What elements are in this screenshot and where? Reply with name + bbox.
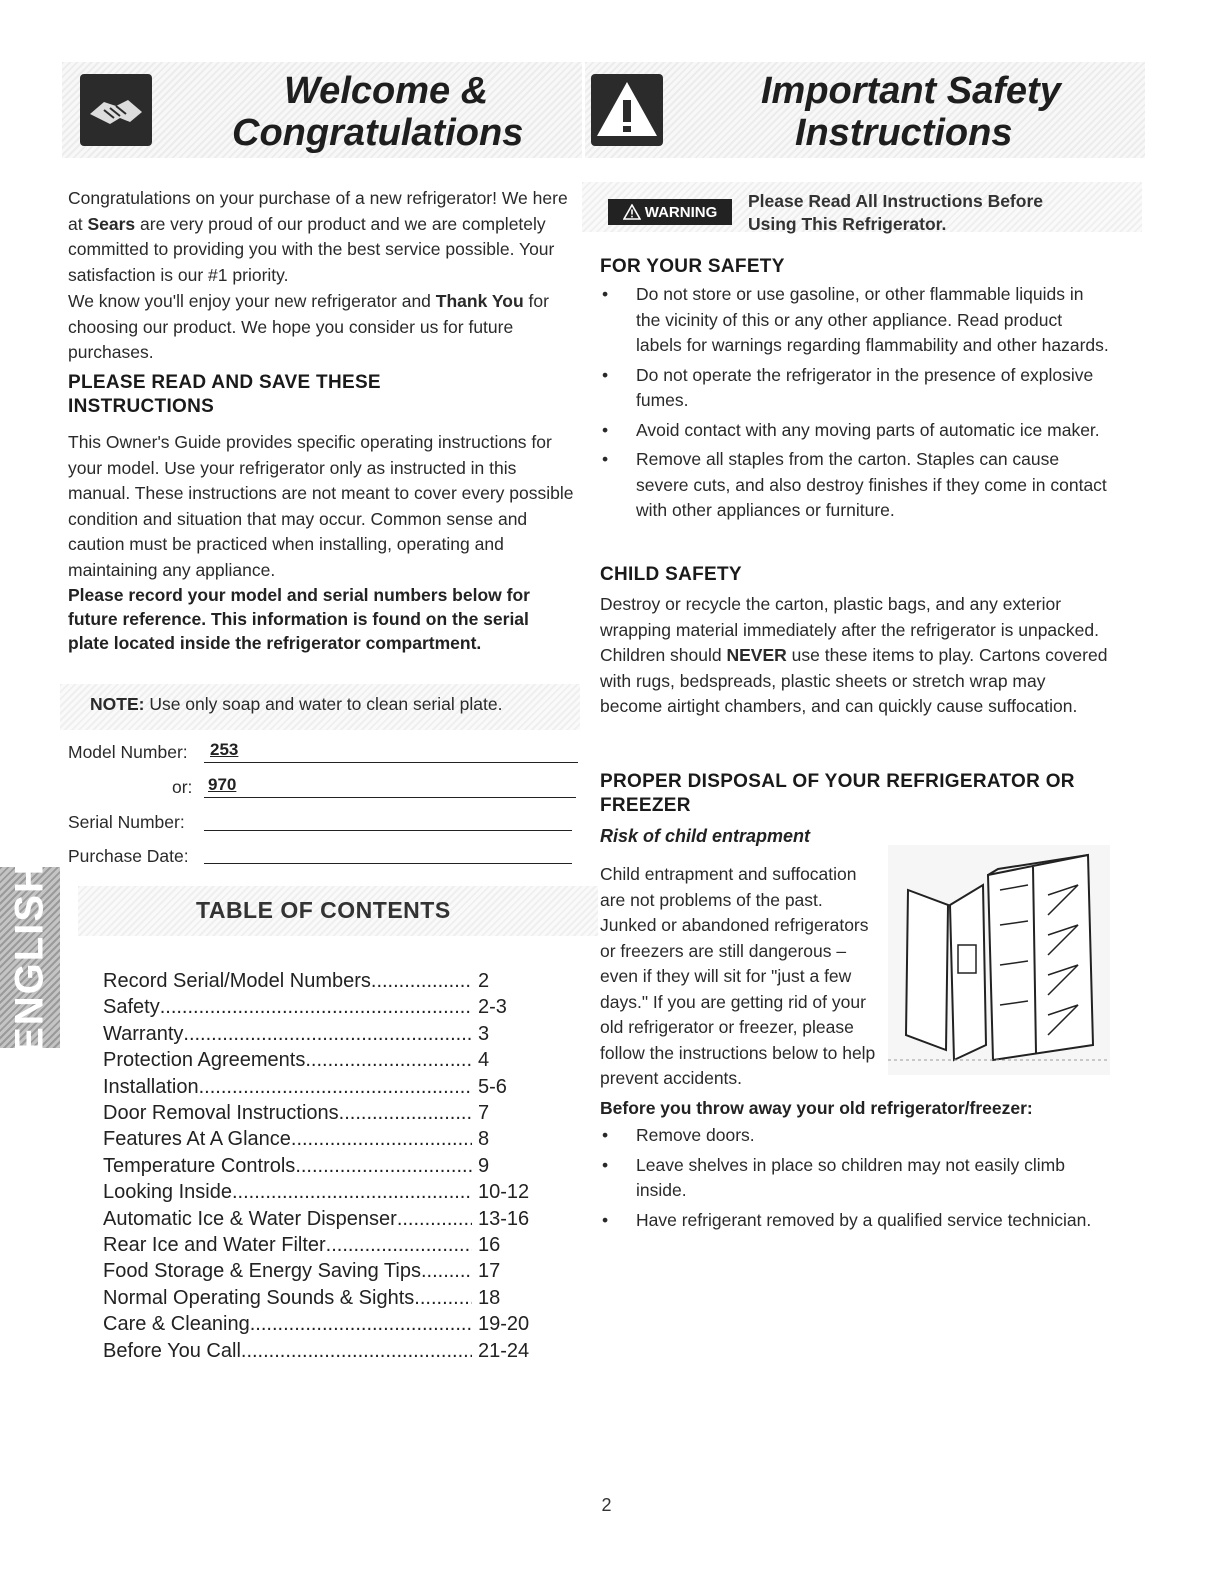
intro-paragraph-1: Congratulations on your purchase of a new refrigerator! We here at Sears are very proud of our product and we are completely committed to providing you with the best service possible. Your satisfaction is our #1 priority. <box>68 188 568 285</box>
handshake-icon <box>80 74 152 146</box>
toc-leader-dots <box>160 994 472 1020</box>
list-item: • Have refrigerant removed by a qualified service technician. <box>600 1208 1112 1234</box>
warning-triangle-small-icon <box>623 204 641 220</box>
toc-item-page: 16 <box>478 1234 501 1257</box>
warning-text-line1: Please Read All Instructions Before <box>748 191 1043 211</box>
toc-leader-dots <box>291 1126 472 1152</box>
toc-row <box>103 1311 543 1337</box>
welcome-title-line2: Congratulations <box>232 112 524 154</box>
toc-item-name: Normal Operating Sounds & Sights <box>103 1286 415 1309</box>
warning-badge: WARNING <box>608 199 732 225</box>
toc-item-page: 5-6 <box>478 1075 507 1098</box>
toc-leader-dots <box>414 1285 472 1311</box>
toc-row <box>103 1258 543 1284</box>
toc-row <box>103 1232 543 1258</box>
toc-leader-dots <box>199 1074 472 1100</box>
toc-leader-dots <box>339 1100 472 1126</box>
list-item: • Avoid contact with any moving parts of automatic ice maker. <box>600 418 1112 444</box>
proper-disposal-heading: PROPER DISPOSAL OF YOUR REFRIGERATOR OR FREEZER <box>600 771 1075 816</box>
toc-row <box>103 1179 543 1205</box>
risk-subheading: Risk of child entrapment <box>600 826 811 846</box>
list-item: • Remove all staples from the carton. Staples can cause severe cuts, and also destroy finishes if they come in contact with other appliances or furniture. <box>600 447 1112 524</box>
purchase-date-field[interactable] <box>204 841 572 864</box>
note-label: NOTE: <box>90 694 145 714</box>
toc-heading: TABLE OF CONTENTS <box>196 897 451 923</box>
note-banner <box>60 684 580 730</box>
intro-paragraph-2: We know you'll enjoy your new refrigerator and Thank You for choosing our product. We hope you consider us for future purchases. <box>68 291 549 362</box>
record-numbers-paragraph: Please record your model and serial numbers below for future reference. This information is found on the serial plate located inside the refrigerator compartment. <box>68 585 530 653</box>
toc-item-page: 21-24 <box>478 1339 530 1362</box>
list-item: • Do not operate the refrigerator in the presence of explosive fumes. <box>600 363 1112 414</box>
toc-item-name: Door Removal Instructions <box>103 1102 339 1125</box>
model-number-label: Model Number: <box>68 742 188 762</box>
toc-row <box>103 1021 543 1047</box>
for-your-safety-heading: FOR YOUR SAFETY <box>600 256 785 277</box>
toc-item-page: 3 <box>478 1022 490 1045</box>
child-safety-body: Destroy or recycle the carton, plastic bags, and any exterior wrapping material immediately after the refrigerator is unpacked. Children should NEVER use these items to play. Cartons covered with rugs, bedspreads, plastic sheets or stretch wrap may become airtight chambers, and can quickly cause suffocation. <box>600 594 1108 716</box>
toc-item-page: 10-12 <box>478 1181 530 1204</box>
disposal-list <box>600 1123 1112 1237</box>
warning-text-line2: Using This Refrigerator. <box>748 214 947 234</box>
toc-item-page: 13-16 <box>478 1207 530 1230</box>
toc-row <box>103 1153 543 1179</box>
toc-leader-dots <box>397 1206 472 1232</box>
toc-heading-banner <box>78 886 598 936</box>
toc-item-page: 9 <box>478 1154 490 1177</box>
toc-item-page: 2 <box>478 970 490 992</box>
toc-row <box>103 1206 543 1232</box>
save-instructions-heading: PLEASE READ AND SAVE THESE INSTRUCTIONS <box>68 372 381 417</box>
toc-leader-dots <box>305 1047 472 1073</box>
toc-leader-dots <box>232 1179 472 1205</box>
toc-item-page: 7 <box>478 1102 490 1125</box>
refrigerator-illustration <box>888 845 1110 1075</box>
model-number-field[interactable]: 253 <box>204 740 578 763</box>
toc-item-name: Before You Call <box>103 1339 241 1362</box>
toc-item-page: 4 <box>478 1049 490 1072</box>
safety-banner <box>585 62 1145 158</box>
toc-item-name: Safety <box>103 996 160 1019</box>
toc-item-page: 17 <box>478 1260 501 1283</box>
child-safety-heading: CHILD SAFETY <box>600 564 742 585</box>
purchase-date-label: Purchase Date: <box>68 846 189 866</box>
for-your-safety-list <box>600 282 1112 528</box>
toc-item-name: Record Serial/Model Numbers <box>103 970 371 992</box>
toc-row <box>103 1100 543 1126</box>
before-throw-away-heading: Before you throw away your old refrigerator/freezer: <box>600 1098 1033 1118</box>
save-instructions-body: This Owner's Guide provides specific operating instructions for your model. Use your refrigerator only as instructed in this manual. These instructions are not meant to cover every possible condition and situation that may occur. Common sense and caution must be practiced when installing, operating and maintaining any appliance. <box>68 432 574 580</box>
toc-leader-dots <box>250 1311 472 1337</box>
toc-item-page: 2-3 <box>478 996 507 1019</box>
list-item: • Remove doors. <box>600 1123 1112 1149</box>
safety-title-line1: Important Safety <box>761 70 1061 112</box>
toc-row <box>103 1074 543 1100</box>
welcome-banner <box>62 62 582 158</box>
toc-row <box>103 1126 543 1152</box>
toc-item-name: Installation <box>103 1075 199 1098</box>
warning-triangle-icon <box>591 74 663 146</box>
toc-leader-dots <box>421 1258 472 1284</box>
list-item: • Do not store or use gasoline, or other flammable liquids in the vicinity of this or any other appliance. Read product labels for warnings regarding flammability and other hazards. <box>600 282 1112 359</box>
toc-item-name: Rear Ice and Water Filter <box>103 1234 326 1257</box>
toc-item-page: 19-20 <box>478 1313 530 1336</box>
toc-row <box>103 1047 543 1073</box>
toc-item-name: Warranty <box>103 1022 184 1045</box>
safety-title-line2: Instructions <box>795 112 1013 154</box>
entrapment-body: Child entrapment and suffocation are not problems of the past. Junked or abandoned refrigerators or freezers are still dangerous – even if they will sit for "just a few days." If you are getting rid of your old refrigerator or freezer, please follow the instructions below to help prevent accidents. <box>600 864 876 1088</box>
note-text: Use only soap and water to clean serial plate. <box>144 694 503 714</box>
toc-item-name: Food Storage & Energy Saving Tips <box>103 1260 421 1283</box>
alt-model-label: or: <box>172 777 193 797</box>
toc-item-name: Looking Inside <box>103 1181 232 1204</box>
toc-leader-dots <box>183 1021 472 1047</box>
toc-item-page: 8 <box>478 1128 490 1151</box>
toc-row <box>103 1338 543 1364</box>
toc-leader-dots <box>241 1338 472 1364</box>
toc-item-name: Features At A Glance <box>103 1128 291 1151</box>
toc-leader-dots <box>371 968 472 994</box>
welcome-title-line1: Welcome & <box>284 70 489 112</box>
toc-item-name: Automatic Ice & Water Dispenser <box>103 1207 397 1230</box>
toc-row <box>103 1285 543 1311</box>
serial-number-field[interactable] <box>204 808 572 831</box>
toc-item-name: Protection Agreements <box>103 1049 306 1072</box>
table-of-contents <box>103 968 543 1364</box>
toc-item-page: 18 <box>478 1286 501 1309</box>
toc-item-name: Temperature Controls <box>103 1154 296 1177</box>
serial-number-label: Serial Number: <box>68 812 185 832</box>
toc-row <box>103 994 543 1020</box>
toc-leader-dots <box>295 1153 472 1179</box>
page-number: 2 <box>601 1495 612 1515</box>
toc-row <box>103 968 543 994</box>
toc-leader-dots <box>326 1232 472 1258</box>
english-side-tab: ENGLISH <box>0 867 60 1048</box>
toc-item-name: Care & Cleaning <box>103 1313 250 1336</box>
list-item: • Leave shelves in place so children may not easily climb inside. <box>600 1153 1112 1204</box>
alt-model-field[interactable]: 970 <box>204 775 576 798</box>
